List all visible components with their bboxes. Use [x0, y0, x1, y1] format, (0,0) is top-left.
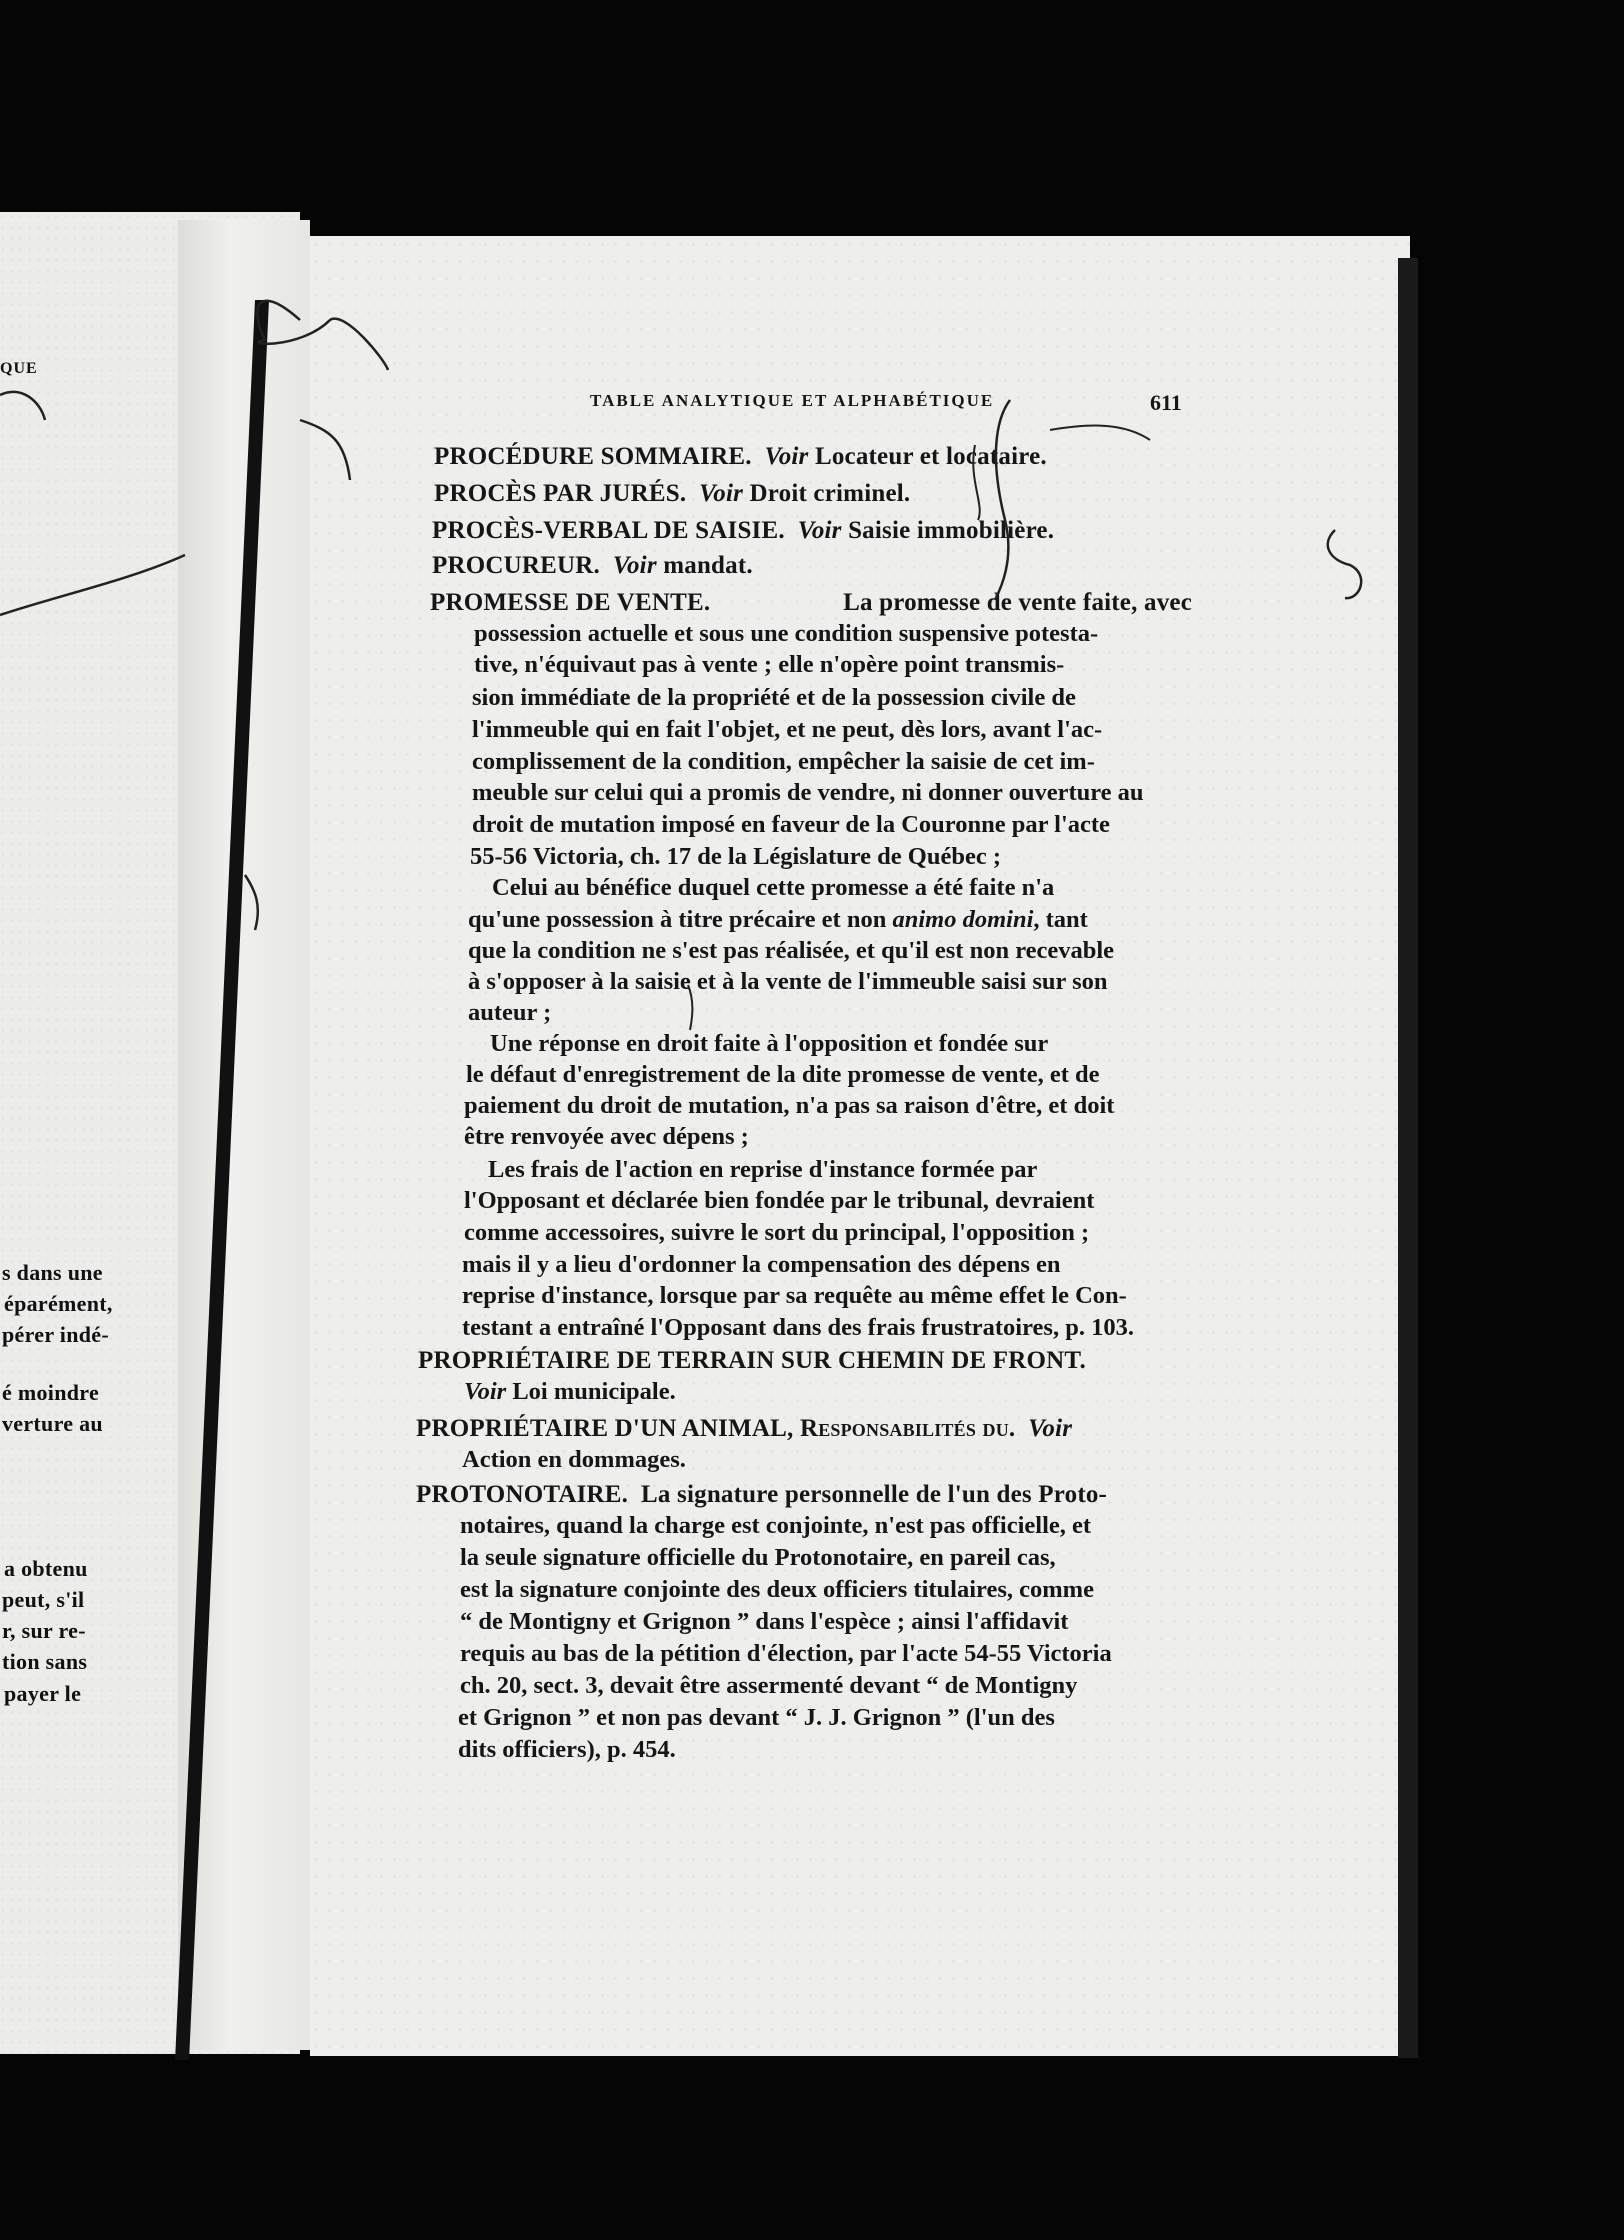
cross-reference: mandat. — [663, 552, 753, 579]
entry-heading: PROCUREUR. — [432, 552, 600, 579]
left-page-fragment: a obtenu — [4, 1556, 88, 1581]
entry-text-segment: La signature personnelle de l'un des Proto- — [641, 1481, 1108, 1508]
entry-heading: PROCÈS-VERBAL DE SAISIE. — [432, 517, 785, 544]
entry-text-line: possession actuelle et sous une condition suspensive potesta- — [474, 620, 1099, 647]
entry-text-line: Celui au bénéfice duquel cette promesse a été faite n'a — [492, 874, 1055, 901]
entry-text-line: meuble sur celui qui a promis de vendre, ni donner ouverture au — [472, 779, 1144, 806]
cross-reference: Droit criminel. — [749, 480, 911, 507]
entry-text-line: droit de mutation imposé en faveur de la Couronne par l'acte — [472, 811, 1110, 838]
entry-text-segment: , tant — [1033, 906, 1088, 933]
entry-text-line: la seule signature officielle du Protonotaire, en pareil cas, — [460, 1544, 1056, 1571]
left-page-fragment: é moindre — [2, 1380, 100, 1405]
entry-text-line: à s'opposer à la saisie et à la vente de l'immeuble saisi sur son — [468, 968, 1108, 995]
voir-label: Voir — [464, 1378, 507, 1405]
entry-text-line: mais il y a lieu d'ordonner la compensation des dépens en — [462, 1251, 1061, 1278]
entry-text-line: complissement de la condition, empêcher la saisie de cet im- — [472, 748, 1095, 775]
left-page-fragment: pérer indé- — [2, 1322, 109, 1347]
left-page-fragment: r, sur re- — [2, 1618, 86, 1643]
entry-heading: PROCÉDURE SOMMAIRE. — [434, 443, 752, 470]
voir-label: Voir — [1028, 1415, 1073, 1442]
entry-text-line: ch. 20, sect. 3, devait être assermenté devant “ de Montigny — [460, 1672, 1078, 1699]
left-page-fragment: s dans une — [2, 1260, 103, 1285]
entry-text-line: Les frais de l'action en reprise d'instance formée par — [488, 1156, 1038, 1183]
entry-text-line: être renvoyée avec dépens ; — [464, 1123, 749, 1150]
left-page-fragment: éparément, — [4, 1291, 113, 1316]
left-page-fragment: peut, s'il — [2, 1587, 85, 1612]
entry-heading: PROCÈS PAR JURÉS. — [434, 480, 687, 507]
entry-text-segment: qu'une possession à titre précaire et non — [468, 906, 887, 933]
left-page-fragment: verture au — [2, 1411, 103, 1436]
cross-reference: Action en dommages. — [462, 1446, 686, 1473]
index-entry-proprietaire-terrain: PROPRIÉTAIRE DE TERRAIN SUR CHEMIN DE FRONT. — [418, 1347, 1086, 1374]
entry-text-line: comme accessoires, suivre le sort du principal, l'opposition ; — [464, 1219, 1090, 1246]
entry-text-line: auteur ; — [468, 999, 552, 1026]
voir-label: Voir — [764, 443, 809, 470]
left-page-header-fragment: QUE — [0, 360, 38, 377]
entry-text-line: “ de Montigny et Grignon ” dans l'espèce ; ainsi l'affidavit — [460, 1608, 1069, 1635]
cross-reference: Saisie immobilière. — [848, 517, 1055, 544]
entry-text-line: est la signature conjointe des deux officiers titulaires, comme — [460, 1576, 1094, 1603]
page-number: 611 — [1150, 390, 1182, 415]
entry-text-line: requis au bas de la pétition d'élection, par l'acte 54-55 Victoria — [460, 1640, 1112, 1667]
entry-subheading: Responsabilités du. — [799, 1415, 1016, 1442]
voir-label: Voir — [699, 480, 744, 507]
left-page-fragment: payer le — [4, 1681, 82, 1706]
left-page-fragment: tion sans — [2, 1649, 88, 1674]
entry-text-line: reprise d'instance, lorsque par sa requête au même effet le Con- — [462, 1282, 1127, 1309]
entry-text-line: tive, n'équivaut pas à vente ; elle n'opère point transmis- — [474, 651, 1065, 678]
entry-text-line: et Grignon ” et non pas devant “ J. J. Grignon ” (l'un des — [458, 1704, 1055, 1731]
entry-text-line: sion immédiate de la propriété et de la possession civile de — [472, 684, 1076, 711]
entry-text-line: notaires, quand la charge est conjointe, n'est pas officielle, et — [460, 1512, 1092, 1539]
running-header: TABLE ANALYTIQUE ET ALPHABÉTIQUE — [590, 391, 995, 410]
entry-text-line: le défaut d'enregistrement de la dite promesse de vente, et de — [466, 1061, 1100, 1088]
entry-text-line: paiement du droit de mutation, n'a pas sa raison d'être, et doit — [464, 1092, 1115, 1119]
voir-label: Voir — [797, 517, 842, 544]
entry-text-line: l'immeuble qui en fait l'objet, et ne peut, dès lors, avant l'ac- — [472, 716, 1103, 743]
voir-label: Voir — [612, 552, 657, 579]
entry-text-line: dits officiers), p. 454. — [458, 1736, 676, 1763]
entry-text-line: 55-56 Victoria, ch. 17 de la Législature de Québec ; — [470, 843, 1001, 870]
latin-phrase: animo domini — [892, 906, 1034, 933]
entry-text-line: Une réponse en droit faite à l'opposition et fondée sur — [490, 1030, 1049, 1057]
entry-text-line: que la condition ne s'est pas réalisée, et qu'il est non recevable — [468, 937, 1115, 964]
entry-heading: PROMESSE DE VENTE. — [430, 589, 711, 616]
cross-reference: Locateur et locataire. — [814, 443, 1047, 470]
entry-heading: PROPRIÉTAIRE D'UN ANIMAL, — [416, 1415, 794, 1442]
entry-heading: PROTONOTAIRE. — [416, 1481, 629, 1508]
entry-text-line: l'Opposant et déclarée bien fondée par le tribunal, devraient — [464, 1187, 1095, 1214]
entry-text-line: La promesse de vente faite, avec — [843, 589, 1192, 616]
cross-reference: Loi municipale. — [512, 1378, 676, 1405]
entry-text-line: testant a entraîné l'Opposant dans des frais frustratoires, p. 103. — [462, 1314, 1134, 1341]
